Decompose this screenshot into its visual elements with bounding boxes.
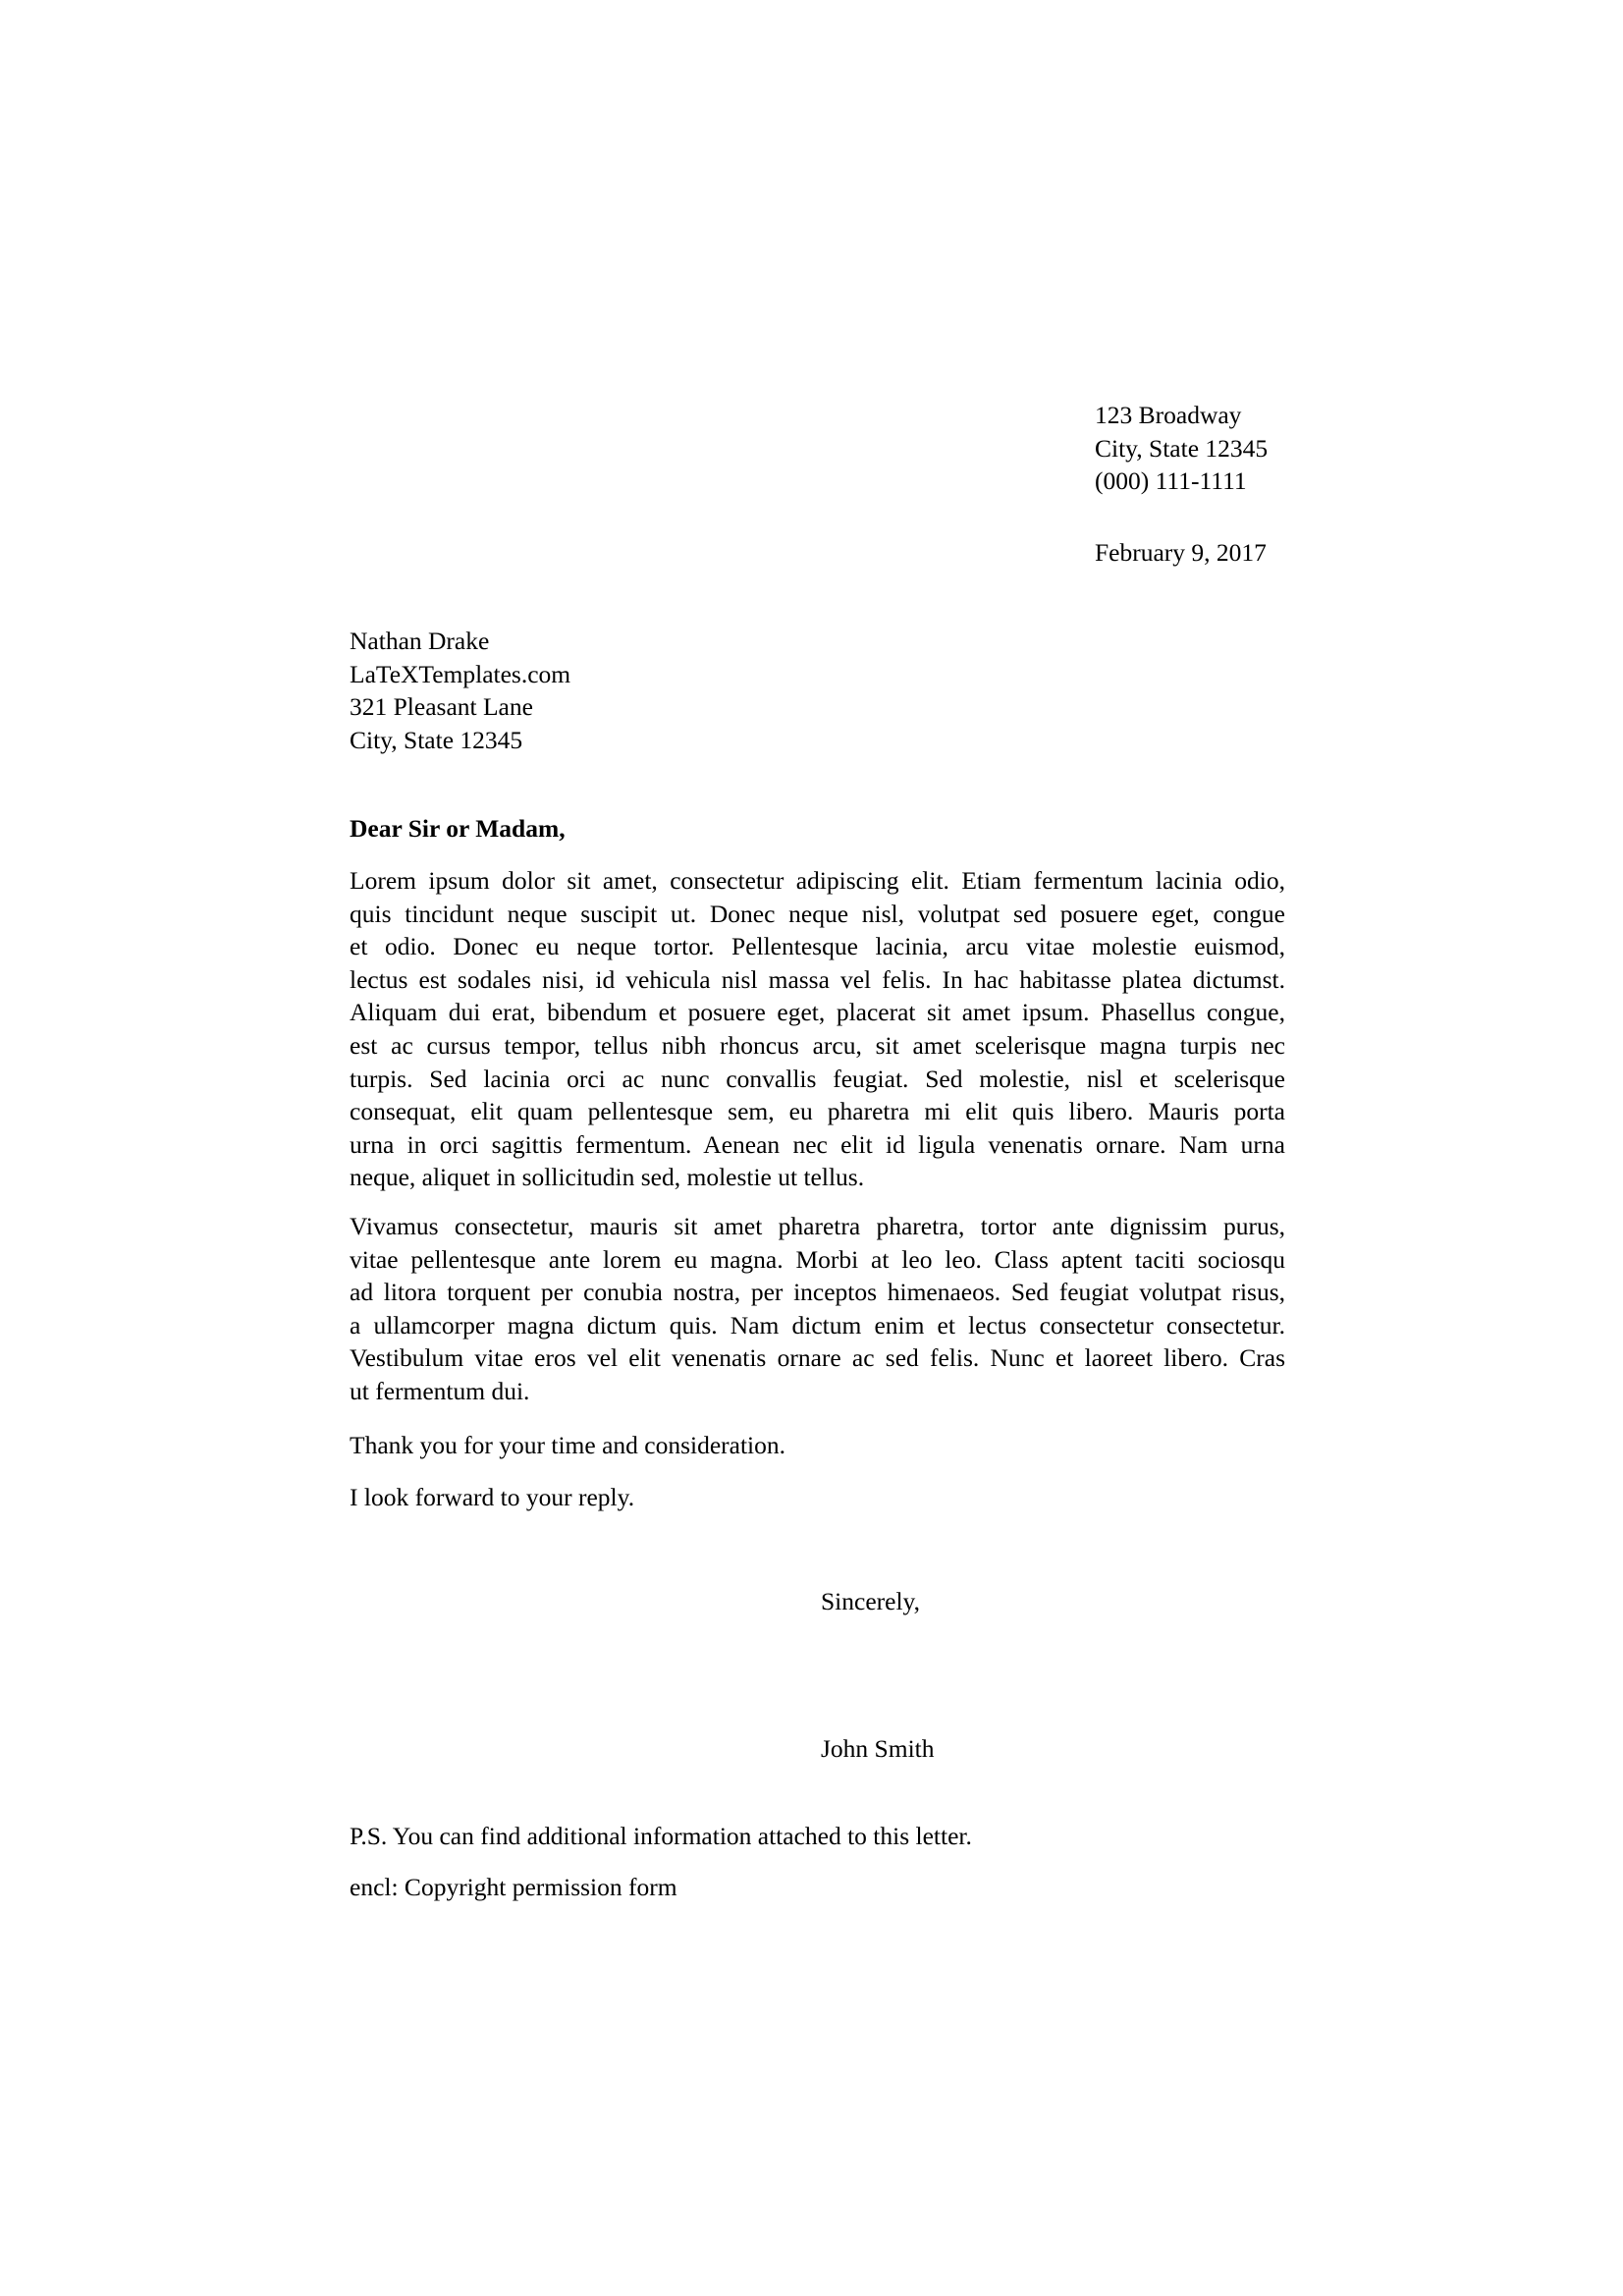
paragraph-line: lectus est sodales nisi, id vehicula nisl massa vel felis. In hac habitasse platea dictumst. — [350, 964, 1285, 994]
paragraph-line: ut fermentum dui. — [350, 1376, 530, 1405]
paragraph-line: et odio. Donec eu neque tortor. Pellentesque lacinia, arcu vitae molestie euismod, — [350, 932, 1285, 961]
paragraph-line: Vestibulum vitae eros vel elit venenatis ornare ac sed felis. Nunc et laoreet libero. Cras — [350, 1343, 1285, 1373]
paragraph-line: Lorem ipsum dolor sit amet, consectetur adipiscing elit. Etiam fermentum lacinia odio, — [350, 866, 1285, 895]
paragraph-line: quis tincidunt neque suscipit ut. Donec neque nisl, volutpat sed posuere eget, congue — [350, 899, 1285, 928]
recipient-address — [350, 625, 570, 756]
paragraph-line: a ullamcorper magna dictum quis. Nam dictum enim et lectus consectetur consectetur. — [350, 1310, 1285, 1339]
closing: Sincerely, — [821, 1587, 921, 1615]
paragraph-line: Aliquam dui erat, bibendum et posuere eget, placerat sit amet ipsum. Phasellus congue, — [350, 998, 1285, 1027]
body-paragraph-4: I look forward to your reply. — [350, 1483, 635, 1511]
sender-phone: (000) 111-1111 — [1095, 466, 1247, 496]
recipient-city-state-zip: City, State 12345 — [350, 725, 523, 754]
recipient-organization: LaTeXTemplates.com — [350, 659, 571, 688]
postscript: P.S. You can find additional information attached to this letter. — [350, 1822, 972, 1850]
paragraph-line: urna in orci sagittis fermentum. Aenean nec elit id ligula venenatis ornare. Nam urna — [350, 1129, 1285, 1159]
recipient-name: Nathan Drake — [350, 627, 490, 655]
paragraph-line: est ac cursus tempor, tellus nibh rhoncus arcu, sit amet scelerisque magna turpis nec — [350, 1030, 1285, 1060]
enclosure-note: encl: Copyright permission form — [350, 1873, 677, 1901]
paragraph-line: consequat, elit quam pellentesque sem, eu pharetra mi elit quis libero. Mauris porta — [350, 1097, 1285, 1126]
recipient-street: 321 Pleasant Lane — [350, 692, 533, 722]
paragraph-line: vitae pellentesque ante lorem eu magna. Morbi at leo leo. Class aptent taciti sociosqu — [350, 1244, 1285, 1274]
body-paragraph-2 — [350, 1210, 1285, 1408]
paragraph-line: neque, aliquet in sollicitudin sed, molestie ut tellus. — [350, 1163, 865, 1192]
salutation: Dear Sir or Madam, — [350, 814, 566, 843]
body-paragraph-3: Thank you for your time and consideration. — [350, 1431, 786, 1459]
paragraph-line: Vivamus consectetur, mauris sit amet pharetra pharetra, tortor ante dignissim purus, — [350, 1212, 1285, 1240]
body-paragraph-1 — [350, 864, 1285, 1194]
paragraph-line: turpis. Sed lacinia orci ac nunc convallis feugiat. Sed molestie, nisl et scelerisque — [350, 1064, 1285, 1093]
sender-address — [1095, 399, 1268, 498]
sender-street: 123 Broadway — [1095, 401, 1242, 429]
signature-name: John Smith — [821, 1734, 935, 1763]
paragraph-line: ad litora torquent per conubia nostra, per inceptos himenaeos. Sed feugiat volutpat risus, — [350, 1278, 1285, 1307]
letter-date: February 9, 2017 — [1095, 538, 1267, 567]
sender-city-state-zip: City, State 12345 — [1095, 433, 1269, 463]
